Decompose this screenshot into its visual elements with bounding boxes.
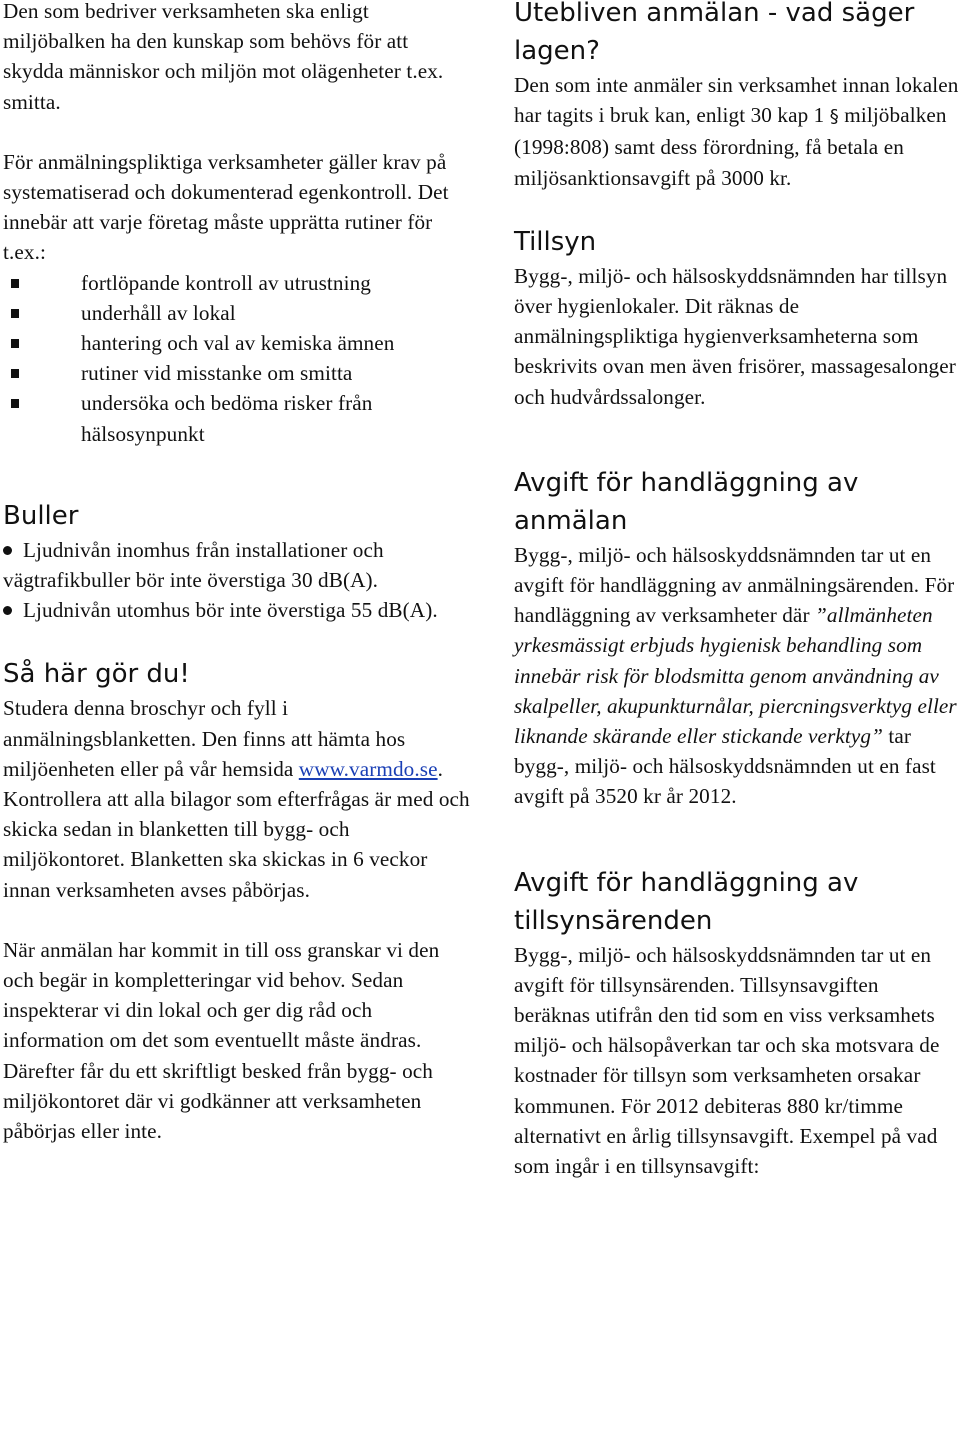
list-item: Ljudnivån utomhus bör inte överstiga 55 dB(A). [3,595,473,625]
avgift-tillsyn-heading: Avgift för handläggning av tillsynsärenden [514,867,859,936]
list-item: Ljudnivån inomhus från installationer och vägtrafikbuller bör inte överstiga 30 dB(A). [3,535,473,595]
sa-har-text-start: Studera denna broschyr och fyll i anmälningsblanketten. Den finns att hämta hos miljöenheten eller på vår hemsida [3,696,406,781]
utebliven-heading: Utebliven anmälan - vad säger lagen? [514,0,915,66]
avgift-anmalan-text-end: tar bygg-, miljö- och hälsoskyddsnämnden ut en fast avgift på 3520 kr år 2012. [514,724,936,809]
routine-list [8,268,473,449]
intro-paragraph: Den som bedriver verksamheten ska enligt miljöbalken ha den kunskap som behövs för att skydda människor och miljön mot olägenheter t.ex. smitta. [3,0,444,114]
sa-har-text-end: . Kontrollera att alla bilagor som efterfrågas är med och skicka sedan in blanketten till bygg- och miljökontoret. Blanketten ska skickas in 6 veckor innan verksamheten avses påbörjas. [3,756,470,902]
avgift-anmalan-heading: Avgift för handläggning av anmälan [514,467,859,536]
avgift-anmalan-quote: ”allmänheten yrkesmässigt erbjuds hygienisk behandling som innebär risk för blodsmitta genom användning av skalpeller, akupunkturnålar, piercningsverktyg eller liknande skärande eller stickande verktyg” [514,603,957,749]
egenkontroll-paragraph: För anmälningspliktiga verksamheter gäller krav på systematiserad och dokumenterad egenkontroll. Det innebär att varje företag måste upprätta rutiner för t.ex.: [3,149,449,265]
process-paragraph: När anmälan har kommit in till oss granskar vi den och begär in kompletteringar vid behov. Sedan inspekterar vi din lokal och ger dig råd och information om det som eventuellt måste ändras. Därefter får du ett skriftligt besked från bygg- och miljökontoret där vi godkänner att verksamheten påbörjas eller inte. [3,937,440,1144]
avgift-anmalan-text-start: Bygg-, miljö- och hälsoskyddsnämnden tar ut en avgift för handläggning av anmälningsärenden. För handläggning av verksamheter där [514,542,955,628]
utebliven-text-end: miljöbalken (1998:808) samt dess förordning, få betala en miljösanktionsavgift på 3000 kr. [514,103,947,190]
list-item: hantering och val av kemiska ämnen [8,328,473,358]
list-item: underhåll av lokal [8,298,473,328]
avgift-tillsyn-paragraph: Bygg-, miljö- och hälsoskyddsnämnden tar ut en avgift för tillsynsärenden. Tillsynsavgiften beräknas utifrån den tid som en viss verksamhets miljö- och hälsopåverkan tar och ska motsvara de kostnader för tillsyn som verksamheten orsakar kommunen. För 2012 debiteras 880 kr/timme alternativt en årlig tillsynsavgift. Exempel på vad som ingår i en tillsynsavgift: [514,942,940,1179]
buller-list [3,535,473,626]
tillsyn-paragraph: Bygg-, miljö- och hälsoskyddsnämnden har tillsyn över hygienlokaler. Dit räknas de anmälningspliktiga hygienverksamheterna som beskrivits ovan men även frisörer, massagesalonger och hudvårdssalonger. [514,263,956,409]
list-item: rutiner vid misstanke om smitta [8,358,473,388]
left-column [3,0,473,1146]
list-item: fortlöpande kontroll av utrustning [8,268,473,298]
right-column [514,0,960,1181]
list-item: undersöka och bedöma risker från hälsosynpunkt [8,388,473,448]
utebliven-paragraph [514,70,960,193]
section-sign: § [829,106,839,128]
avgift-anmalan-paragraph [514,540,960,812]
varmdo-link[interactable]: www.varmdo.se [298,756,438,781]
utebliven-text-start: Den som inte anmäler sin verksamhet innan lokalen har tagits i bruk kan, enligt 30 kap 1 [514,73,959,128]
tillsyn-heading: Tillsyn [514,226,597,257]
sa-har-paragraph [3,693,473,904]
buller-heading: Buller [3,500,79,531]
sa-har-heading: Så här gör du! [3,659,190,690]
